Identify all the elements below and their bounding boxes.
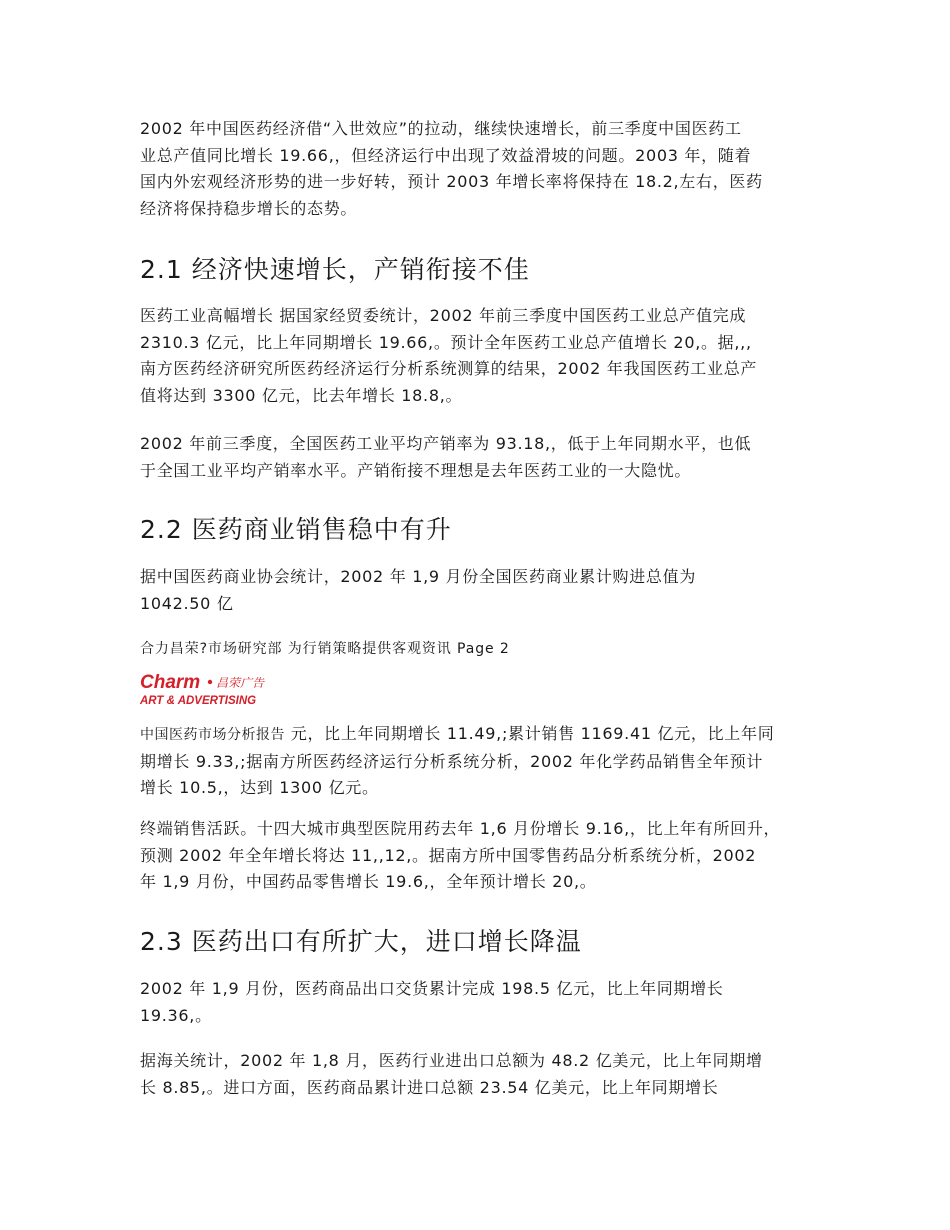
- cont-line-3: 增长 10.5,，达到 1300 亿元。: [140, 778, 379, 797]
- intro-line-4: 经济将保持稳步增长的态势。: [140, 198, 358, 218]
- term-line-3: 年 1,9 月份，中国药品零售增长 19.6,，全年预计增长 20,。: [140, 872, 597, 891]
- report-title-prefix: 中国医药市场分析报告: [140, 727, 285, 743]
- charm-logo: [140, 672, 285, 708]
- page-footer: 合力昌荣?市场研究部 为行销策略提供客观资讯 Page 2: [140, 641, 510, 657]
- section-2-2-paragraph-1: [140, 564, 696, 617]
- cont-line-2: 期增长 9.33,;据南方所医药经济运行分析系统分析，2002 年化学药品销售全年预计: [140, 751, 764, 771]
- intro-line-1: 2002 年中国医药经济借“入世效应”的拉动，继续快速增长，前三季度中国医药工: [140, 119, 742, 138]
- s22-p1-line-1: 据中国医药商业协会统计，2002 年 1,9 月份全国医药商业累计购进总值为: [140, 567, 697, 586]
- s21-p1-line-1: 医药工业高幅增长 据国家经贸委统计，2002 年前三季度中国医药工业总产值完成: [140, 306, 747, 325]
- intro-paragraph: [140, 116, 763, 222]
- logo-brand: Charm: [140, 672, 201, 693]
- s21-p1-line-3: 南方医药经济研究所医药经济运行分析系统测算的结果，2002 年我国医药工业总产: [140, 359, 758, 378]
- section-heading-2-2: 2.2 医药商业销售稳中有升: [140, 515, 452, 544]
- terminal-sales-paragraph: [140, 816, 780, 896]
- section-2-1-paragraph-1: [140, 303, 757, 409]
- section-2-1-paragraph-2: [140, 431, 751, 484]
- s21-p1-line-2: 2310.3 亿元，比上年同期增长 19.66,。预计全年医药工业总产值增长 20,。据,,,: [140, 332, 752, 352]
- s21-p1-line-4: 值将达到 3300 亿元，比去年增长 18.8,。: [140, 385, 463, 405]
- intro-line-2: 业总产值同比增长 19.66,，但经济运行中出现了效益滑坡的问题。2003 年，随着: [140, 145, 752, 165]
- s22-p1-line-2: 1042.50 亿: [140, 593, 234, 613]
- s23-p1-line-2: 19.36,。: [140, 1005, 212, 1025]
- term-line-1: 终端销售活跃。十四大城市典型医院用药去年 1,6 月份增长 9.16,，比上年有所回升，: [140, 819, 781, 838]
- logo-dot: [208, 680, 212, 684]
- section-2-3-paragraph-1: [140, 976, 724, 1029]
- cont-line-1: [140, 721, 774, 749]
- continuation-paragraph: [140, 721, 774, 802]
- section-heading-2-3: 2.3 医药出口有所扩大，进口增长降温: [140, 927, 582, 956]
- term-line-2: 预测 2002 年全年增长将达 11,,12,。据南方所中国零售药品分析系统分析，2002: [140, 845, 757, 865]
- section-heading-2-1: 2.1 经济快速增长，产销衔接不佳: [140, 255, 530, 284]
- s21-p2-line-2: 于全国工业平均产销率水平。产销衔接不理想是去年医药工业的一大隐忧。: [140, 460, 692, 480]
- s21-p2-line-1: 2002 年前三季度，全国医药工业平均产销率为 93.18,，低于上年同期水平，也低: [140, 434, 752, 453]
- s23-p2-line-2: 长 8.85,。进口方面，医药商品累计进口总额 23.54 亿美元，比上年同期增长: [140, 1077, 719, 1097]
- cont-line-1-rest: 元，比上年同期增长 11.49,;累计销售 1169.41 亿元，比上年同: [285, 724, 775, 743]
- s23-p1-line-1: 2002 年 1,9 月份，医药商品出口交货累计完成 198.5 亿元，比上年同期增长: [140, 979, 724, 998]
- s23-p2-line-1: 据海关统计，2002 年 1,8 月，医药行业进出口总额为 48.2 亿美元，比上年同期增: [140, 1051, 763, 1070]
- logo-chinese: 昌荣广告: [216, 676, 265, 690]
- logo-tagline: ART & ADVERTISING: [140, 695, 257, 707]
- intro-line-3: 国内外宏观经济形势的进一步好转，预计 2003 年增长率将保持在 18.2,左右，医药: [140, 172, 763, 191]
- section-2-3-paragraph-2: [140, 1048, 763, 1101]
